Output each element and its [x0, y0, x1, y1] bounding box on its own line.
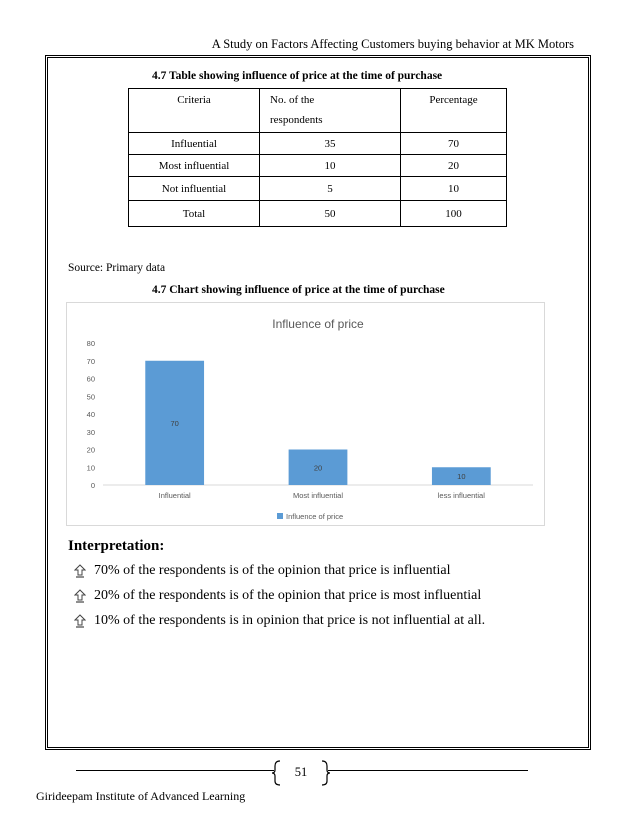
- table-header-cell: Criteria: [129, 89, 260, 133]
- header-line: No. of the: [270, 94, 315, 106]
- legend-label: Influence of price: [286, 512, 344, 521]
- chart-caption: 4.7 Chart showing influence of price at the time of purchase: [152, 284, 445, 296]
- table-row: [129, 177, 507, 201]
- y-tick-label: 20: [86, 445, 95, 455]
- data-label: 70: [170, 418, 179, 428]
- y-tick-label: 10: [86, 463, 95, 473]
- y-tick-label: 70: [86, 356, 95, 366]
- table-cell: 70: [401, 133, 507, 155]
- legend-swatch: [277, 513, 283, 519]
- running-header: A Study on Factors Affecting Customers buying behavior at MK Motors: [211, 37, 574, 51]
- data-label: 20: [313, 463, 323, 473]
- table-header-cell: Percentage: [401, 89, 507, 133]
- page-number-box: [272, 760, 330, 786]
- table-cell: 20: [401, 155, 507, 177]
- y-tick-label: 60: [86, 374, 95, 384]
- table-cell: Not influential: [129, 177, 260, 201]
- footer-rule-right: [328, 770, 528, 771]
- table-cell: 10: [260, 155, 401, 177]
- x-tick-label: Most influential: [292, 491, 344, 500]
- page-number: 51: [294, 765, 308, 779]
- interpretation-text: 70% of the respondents is of the opinion that price is influential: [94, 563, 451, 578]
- y-tick-label: 40: [86, 410, 95, 419]
- y-tick-label: 50: [86, 392, 95, 402]
- y-tick-label: 30: [86, 427, 95, 437]
- table-caption: 4.7 Table showing influence of price at the time of purchase: [152, 70, 443, 82]
- table-cell: 35: [260, 133, 401, 155]
- table-header-cell: [260, 89, 401, 133]
- interpretation-item: [74, 563, 451, 579]
- interpretation-item: [74, 613, 485, 629]
- x-tick-label: Influential: [158, 491, 191, 500]
- interpretation-title: Interpretation:: [68, 538, 165, 554]
- arrow-up-bullet-icon: [74, 564, 86, 578]
- table-row: [129, 133, 507, 155]
- x-tick-label: less influential: [437, 491, 485, 500]
- bar-chart: [67, 303, 546, 527]
- arrow-up-bullet-icon: [74, 589, 86, 603]
- table-cell: 50: [260, 201, 401, 227]
- table-row: [129, 201, 507, 227]
- y-tick-label: 0: [90, 481, 95, 490]
- table-row: [129, 155, 507, 177]
- footer-rule-left: [76, 770, 274, 771]
- arrow-up-bullet-icon: [74, 614, 86, 628]
- y-tick-label: 80: [86, 339, 95, 348]
- chart-frame: [66, 302, 545, 526]
- table-cell: Most influential: [129, 155, 260, 177]
- chart-title: Influence of price: [272, 317, 364, 331]
- data-table: [128, 88, 507, 227]
- header-line: respondents: [270, 114, 323, 126]
- interpretation-text: 20% of the respondents is of the opinion that price is most influential: [94, 588, 482, 603]
- source-note: Source: Primary data: [68, 262, 166, 274]
- table-cell: 100: [401, 201, 507, 227]
- data-label: 10: [457, 472, 466, 482]
- table-cell: Total: [129, 201, 260, 227]
- institute-name: Girideepam Institute of Advanced Learning: [36, 789, 246, 803]
- interpretation-text: 10% of the respondents is in opinion that price is not influential at all.: [94, 613, 486, 628]
- table-header-row: [129, 89, 507, 133]
- table-cell: 10: [401, 177, 507, 201]
- interpretation-item: [74, 588, 481, 604]
- table-cell: Influential: [129, 133, 260, 155]
- table-cell: 5: [260, 177, 401, 201]
